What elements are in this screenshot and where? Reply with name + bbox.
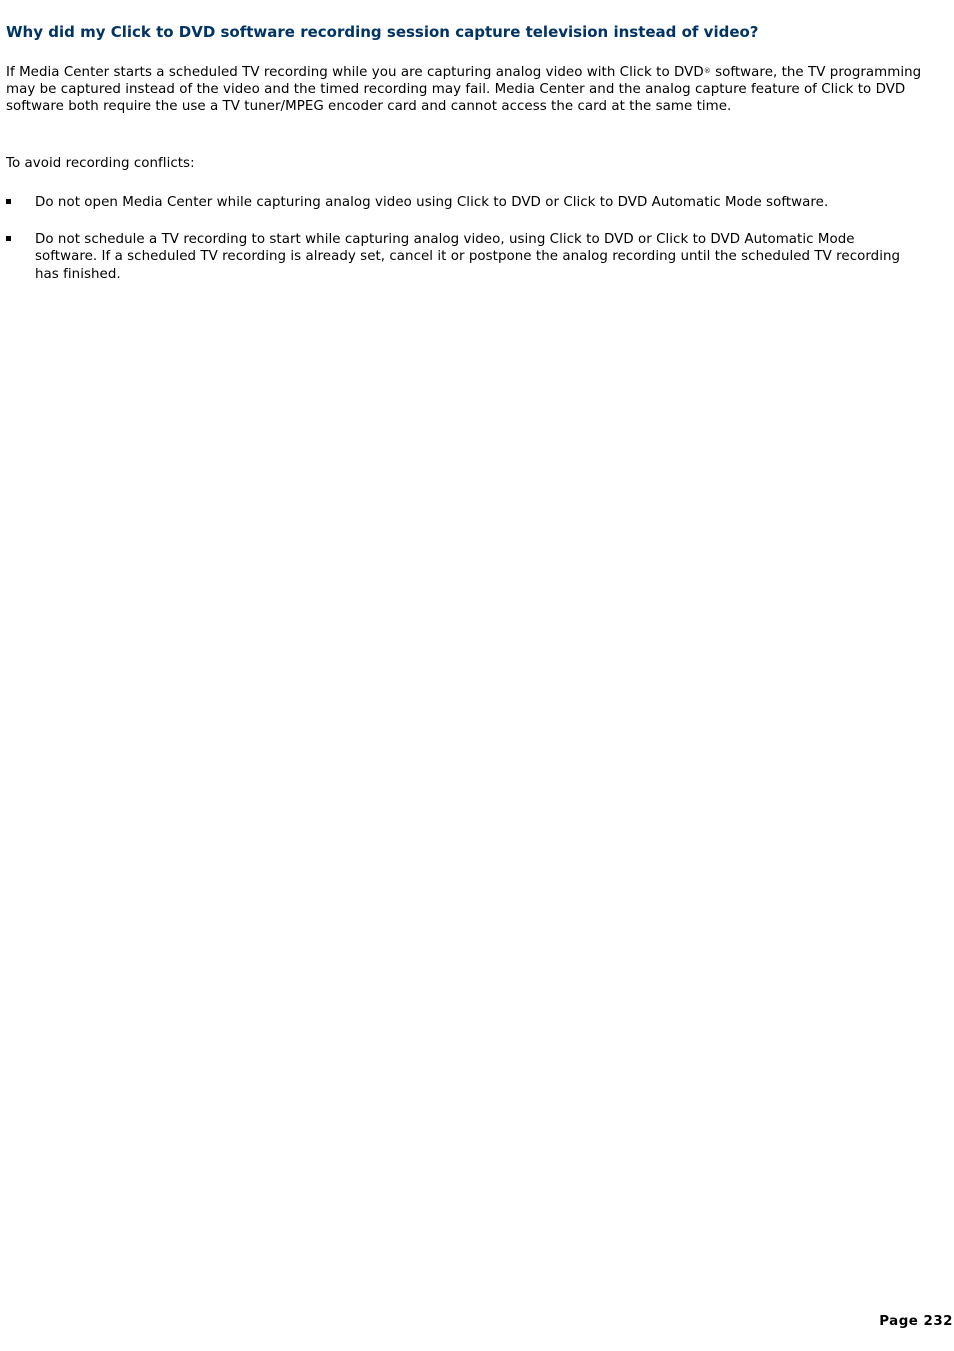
list-item-text: Do not open Media Center while capturing analog video using Click to DVD or Click to DVD Automatic Mode software. <box>35 195 829 210</box>
square-bullet-icon <box>6 199 11 204</box>
conflict-tips-list <box>6 194 906 302</box>
list-item <box>6 194 906 212</box>
page-number: Page 232 <box>879 1314 953 1329</box>
square-bullet-icon <box>6 236 11 241</box>
intro-paragraph <box>6 64 942 115</box>
lead-in-text: To avoid recording conflicts: <box>6 156 195 171</box>
page-title: Why did my Click to DVD software recording session capture television instead of video? <box>6 23 759 41</box>
intro-text-start: If Media Center starts a scheduled TV recording while you are capturing analog video with Click to DVD <box>6 65 704 80</box>
list-item <box>6 231 906 284</box>
list-item-text: Do not schedule a TV recording to start while capturing analog video, using Click to DVD or Click to DVD Automatic Mode software. If a scheduled TV recording is already set, cancel it or postpone the analog recording until the scheduled TV recording has finished. <box>35 231 901 282</box>
intro-text-end: software, the TV programming may be captured instead of the video and the timed recording may fail. Media Center and the analog capture feature of Click to DVD software both require the use a TV tuner/MPEG encoder card and cannot access the card at the same time. <box>6 65 922 114</box>
registered-mark: ® <box>703 67 711 75</box>
